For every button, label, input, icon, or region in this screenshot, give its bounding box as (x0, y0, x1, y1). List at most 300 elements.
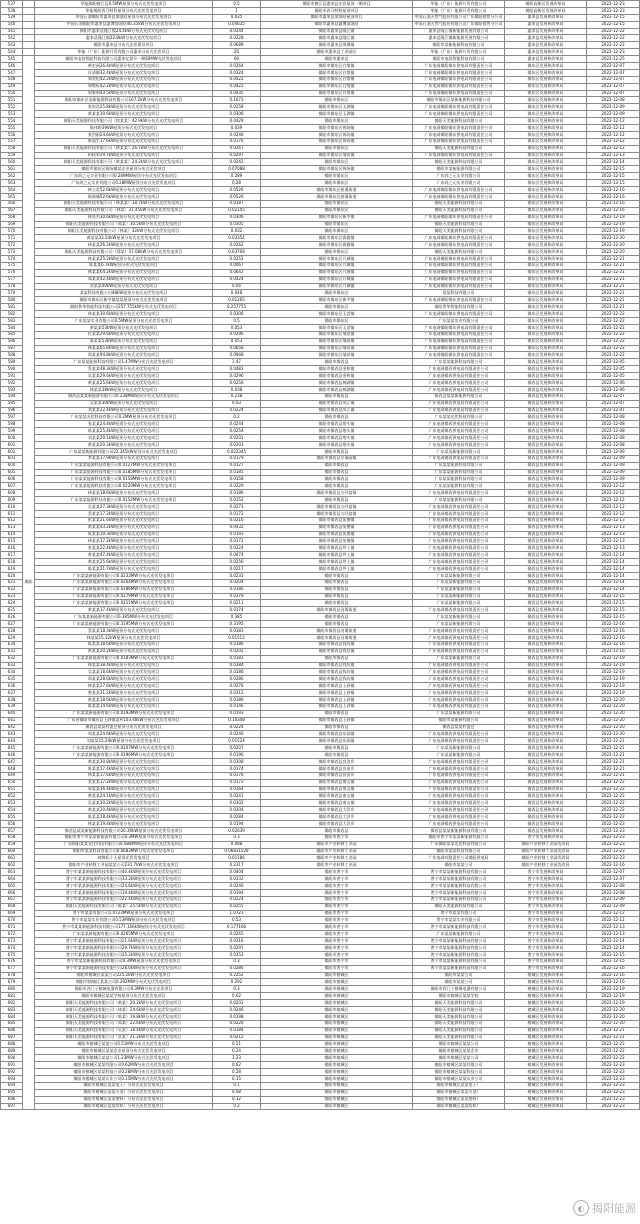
project-location: 揭阳市揭东区月城镇 (261, 262, 413, 269)
record-date: 2022-12-20 (587, 249, 640, 256)
row-number: 623 (1, 593, 23, 600)
project-location: 揭阳市揭东区 (261, 97, 413, 104)
project-name: 揭西县某某新能源有限公司0.238MW屋顶分布式光伏发电项目 (35, 393, 213, 400)
capacity: 0.04 (213, 283, 261, 290)
row-number: 657 (1, 827, 23, 834)
capacity: 0.0297 (213, 152, 261, 159)
capacity: 0.385 (213, 614, 261, 621)
row-number: 666 (1, 889, 23, 896)
owner-company: 揭阳市榕城区某某塑料厂 (413, 1096, 505, 1103)
capacity: 0.0217 (213, 566, 261, 573)
table-row (1, 14, 640, 21)
capacity: 0.0158 (213, 476, 261, 483)
project-location: 揭阳市榕城区 (261, 1007, 413, 1014)
capacity: 0.0265 (213, 931, 261, 938)
row-number: 697 (1, 1103, 23, 1110)
record-date: 2022-12-16 (587, 648, 640, 655)
project-location: 揭阳市揭西县灰寨镇 (261, 517, 413, 524)
owner-company: 揭阳天美能源科技有限公司 (413, 1013, 505, 1020)
row-number: 624 (1, 600, 23, 607)
capacity: 0.053 (213, 324, 261, 331)
row-number: 662 (1, 862, 23, 869)
table-row (1, 869, 640, 876)
record-date: 2022-12-05 (587, 366, 640, 373)
table-row (1, 1020, 640, 1027)
approving-agency: 榕城区发展和改革局 (505, 986, 587, 993)
project-name: 黄某某30.6kW屋顶分布式光伏发电项目 (35, 111, 213, 118)
project-name: 揭阳天美能源科技有限公司（陈某）19.8kW分布式光伏发电项目 (35, 1013, 213, 1020)
table-row (1, 1096, 640, 1103)
project-name: 揭阳市惠来县分布式光伏建设项目 (35, 42, 213, 49)
record-date: 2022-12-07 (587, 83, 640, 90)
table-row (1, 345, 640, 352)
capacity: 0.0273 (213, 504, 261, 511)
record-date: 2022-12-09 (587, 104, 640, 111)
record-date: 2022-12-21 (587, 1034, 640, 1041)
table-row (1, 421, 640, 428)
table-row (1, 552, 640, 559)
row-number: 694 (1, 1082, 23, 1089)
capacity: 0.0172 (213, 779, 261, 786)
project-location: 揭阳市揭东区玉滘镇 (261, 311, 413, 318)
approving-agency: 揭西县发展和改革局 (505, 786, 587, 793)
record-date: 2022-12-22 (587, 331, 640, 338)
record-date: 2022-12-22 (587, 311, 640, 318)
project-location: 揭阳市揭东区埔田镇 (261, 338, 413, 345)
row-number: 569 (1, 221, 23, 228)
table-row (1, 83, 640, 90)
row-number: 680 (1, 986, 23, 993)
record-date: 2022-12-16 (587, 972, 640, 979)
record-date: 2022-12-15 (587, 173, 640, 180)
record-date: 2022-12-15 (587, 607, 640, 614)
record-date: 2022-12-22 (587, 28, 640, 35)
record-date: 2022-12-22 (587, 352, 640, 359)
record-date: 2022-12-07 (587, 407, 640, 414)
table-row (1, 559, 640, 566)
project-name: 揭阳市榕城区某某公司225.2kW分布式光伏发电项目 (35, 972, 213, 979)
project-name: 陈某某25.4kW屋顶分布式光伏发电项目 (35, 428, 213, 435)
owner-company: 广东电网揭西供电局有限责任公司 (413, 648, 505, 655)
table-row (1, 545, 640, 552)
project-location: 揭阳市揭西县南山镇 (261, 793, 413, 800)
capacity: 0.088 (213, 841, 261, 848)
project-location: 揭阳市普宁市 (261, 896, 413, 903)
table-row (1, 738, 640, 745)
row-number: 620 (1, 572, 23, 579)
row-number: 546 (1, 63, 23, 70)
approving-agency: 揭西县发展和改革局 (505, 621, 587, 628)
table-row (1, 662, 640, 669)
project-name: 林某某30.6kW屋顶分布式光伏发电项目 (35, 311, 213, 318)
project-location: 揭阳市产业转移工业园 (261, 848, 413, 855)
owner-company: 广东电网揭阳揭东供电局有限责任公司 (413, 152, 505, 159)
record-date: 2022-12-15 (587, 21, 640, 28)
capacity: 0.0306 (213, 311, 261, 318)
owner-company: 广东某某能源科技有限公司 (413, 359, 505, 366)
table-row (1, 896, 640, 903)
table-row (1, 131, 640, 138)
record-date: 2022-12-20 (587, 696, 640, 703)
project-name: 广东某某新能源有限公司0.3195MW分布式光伏发电项目 (35, 621, 213, 628)
owner-company: 广东电网揭西供电局有限责任公司 (413, 386, 505, 393)
record-date: 2022-12-22 (587, 779, 640, 786)
record-date: 2022-12-20 (587, 710, 640, 717)
owner-company: 广东电网揭阳揭东供电局有限责任公司 (413, 297, 505, 304)
row-number: 598 (1, 421, 23, 428)
project-name: 蔡某某17.2kW屋顶分布式光伏发电项目 (35, 510, 213, 517)
owner-company: 广东电网揭阳揭东供电局有限责任公司 (413, 193, 505, 200)
approving-agency: 普宁市发展和改革局 (505, 883, 587, 890)
record-date: 2022-12-09 (587, 469, 640, 476)
capacity: 0.0176 (213, 138, 261, 145)
owner-company: 揭阳天美能源科技有限公司 (413, 249, 505, 256)
table-row (1, 703, 640, 710)
row-number: 615 (1, 538, 23, 545)
approving-agency: 揭西县发展和改革局 (505, 765, 587, 772)
project-name: 广东某某新能源有限公司0.0207MW分布式光伏发电项目 (35, 745, 213, 752)
project-location: 揭阳市榕江县惠来县光伏屋顶一期项目 (261, 1, 413, 8)
table-row (1, 442, 640, 449)
owner-company: 广东电网揭阳揭东供电局有限责任公司 (413, 283, 505, 290)
capacity: 0.0146 (213, 703, 261, 710)
record-date: 2022-12-23 (587, 1075, 640, 1082)
project-location: 揭阳市揭西县南山镇 (261, 779, 413, 786)
approving-agency: 揭西县发展和改革局 (505, 669, 587, 676)
capacity: 0.0224 (213, 896, 261, 903)
capacity: 0.0202 (213, 1000, 261, 1007)
owner-company: 广东电网揭西供电局有限责任公司 (413, 552, 505, 559)
record-date: 2022-12-14 (587, 938, 640, 945)
project-location: 揭阳市榕城区 (261, 986, 413, 993)
approving-agency: 揭西县发展和改革局 (505, 414, 587, 421)
table-row (1, 745, 640, 752)
row-number: 613 (1, 524, 23, 531)
wechat-like-circle-icon: ◐ (573, 1200, 589, 1216)
row-number: 625 (1, 607, 23, 614)
capacity: 0.0422 (213, 76, 261, 83)
table-row (1, 593, 640, 600)
table-row (1, 1048, 640, 1055)
project-location: 揭阳市普宁市 (261, 951, 413, 958)
row-number: 674 (1, 945, 23, 952)
capacity: 0.0203 (213, 442, 261, 449)
capacity: 0.292 (213, 979, 261, 986)
capacity: 0.0526 (213, 193, 261, 200)
record-date: 2022-12-16 (587, 634, 640, 641)
table-row (1, 903, 640, 910)
project-location: 揭阳市揭西县良田乡 (261, 758, 413, 765)
row-number: 601 (1, 442, 23, 449)
capacity: 0.0264 (213, 63, 261, 70)
project-location: 揭阳市榕城区 (261, 979, 413, 986)
owner-company: 广东某某新能源有限公司 (413, 621, 505, 628)
project-location: 揭阳市揭东区月城镇 (261, 255, 413, 262)
owner-company: 揭阳市某能源有限公司 (413, 717, 505, 724)
row-number: 576 (1, 269, 23, 276)
record-date: 2022-12-05 (587, 359, 640, 366)
project-location: 揭阳市惠来县葵潭镇 (261, 42, 413, 49)
region-cell-blank (23, 49, 35, 56)
record-date: 2022-12-23 (587, 841, 640, 848)
project-name: 广东尚之元实业有限公司0.28MW屋顶分布式光伏发电项目 (35, 180, 213, 187)
approving-agency: 揭东区发展和改革局 (505, 180, 587, 187)
project-name: 周某某24.6kW屋顶分布式光伏发电项目 (35, 731, 213, 738)
owner-company: 普宁市某某新能源科技有限公司 (413, 869, 505, 876)
owner-company: 揭阳市普宁市某某新能源有限公司 (413, 834, 505, 841)
table-row (1, 242, 640, 249)
capacity: 0.0432 (213, 524, 261, 531)
approving-agency: 揭西县发展和改革局 (505, 614, 587, 621)
owner-company: 华能（广东）能源开发有限公司 (413, 7, 505, 14)
table-row (1, 235, 640, 242)
record-date: 2022-12-13 (587, 524, 640, 531)
project-location: 揭阳市榕城区 (261, 993, 413, 1000)
owner-company: 广东电网揭西供电局有限责任公司 (413, 504, 505, 511)
table-row (1, 269, 640, 276)
project-location: 揭阳市揭西县 (261, 600, 413, 607)
owner-company: 某某科技有限公司 (413, 290, 505, 297)
approving-agency: 普宁市发展和改革局 (505, 876, 587, 883)
capacity: 0.0224 (213, 724, 261, 731)
project-location: 揭阳市揭东区新亨镇 (261, 297, 413, 304)
project-location: 揭阳市揭东区 (261, 304, 413, 311)
project-location: 揭阳市榕城区 (261, 1062, 413, 1069)
capacity: 0.0256 (213, 379, 261, 386)
owner-company: 广东电网揭西供电局有限责任公司 (413, 442, 505, 449)
capacity: 0.0689 (213, 42, 261, 49)
project-location: 揭阳市普宁市 (261, 869, 413, 876)
project-name: 张培浩25.8kW屋顶分布式光伏发电项目 (35, 104, 213, 111)
owner-company: 普宁市某某实业有限公司 (413, 917, 505, 924)
region-cell-blank (23, 14, 35, 21)
project-location: 揭阳市榕城区 (261, 1027, 413, 1034)
row-number: 677 (1, 965, 23, 972)
row-number: 611 (1, 510, 23, 517)
project-location: 揭阳市揭西县东园镇 (261, 731, 413, 738)
project-name: 黄某某43.2kW屋顶分布式光伏发电项目 (35, 524, 213, 531)
approving-agency: 揭西县发展和改革局 (505, 559, 587, 566)
owner-company: 广东电网揭西供电局有限责任公司 (413, 559, 505, 566)
record-date: 2022-12-23 (587, 1062, 640, 1069)
capacity: 0.0226 (213, 1020, 261, 1027)
table-row (1, 7, 640, 14)
record-date: 2022-12-20 (587, 1020, 640, 1027)
capacity: 0.0526 (213, 187, 261, 194)
project-location: 揭阳市揭东区 (261, 200, 413, 207)
table-row (1, 669, 640, 676)
owner-company: 广东电网揭西供电局有限责任公司 (413, 814, 505, 821)
approving-agency: 榕城区发展和改革局 (505, 1055, 587, 1062)
table-row (1, 331, 640, 338)
record-date: 2022-12-14 (587, 552, 640, 559)
owner-company: 广东电网揭西供电局有限责任公司 (413, 435, 505, 442)
record-date: 2022-12-22 (587, 807, 640, 814)
owner-company: 广东电网揭西供电局有限责任公司 (413, 786, 505, 793)
capacity: 0.0302 (213, 800, 261, 807)
approving-agency: 揭东区发展和改革局 (505, 159, 587, 166)
capacity: 0.02639 (213, 827, 261, 834)
capacity: 0.03354 (213, 235, 261, 242)
record-date: 2022-12-09 (587, 455, 640, 462)
project-name: 林某某15.12kW屋顶分布式光伏发电项目 (35, 634, 213, 641)
capacity: 0.0244 (213, 421, 261, 428)
project-location: 揭阳市普宁市 (261, 834, 413, 841)
approving-agency: 揭东区发展和改革局 (505, 317, 587, 324)
table-row (1, 793, 640, 800)
record-date: 2022-12-07 (587, 393, 640, 400)
owner-company: 广东电网揭阳揭东供电局有限责任公司 (413, 69, 505, 76)
approving-agency: 揭东区发展和改革局 (505, 200, 587, 207)
record-date: 2022-12-22 (587, 345, 640, 352)
capacity: 0.3 (213, 986, 261, 993)
capacity: 0.289 (213, 173, 261, 180)
capacity: 0.0244 (213, 28, 261, 35)
project-name: 广东某某新能源有限公司0.0211MW分布式光伏发电项目 (35, 600, 213, 607)
region-cell-blank (23, 1, 35, 8)
project-location: 揭阳市揭西县 (261, 655, 413, 662)
approving-agency: 揭东区发展和改革局 (505, 249, 587, 256)
project-name: 黄某某53kW屋顶分布式光伏发电项目 (35, 324, 213, 331)
project-name: 曾某某24.1kW屋顶分布式光伏发电项目 (35, 793, 213, 800)
owner-company: 揭阳市榕城区某某公司 (413, 1041, 505, 1048)
capacity: 0.0186 (213, 641, 261, 648)
project-location: 揭阳市揭西县河婆街道 (261, 607, 413, 614)
project-location: 揭阳市揭东区霖磐镇 (261, 242, 413, 249)
row-number: 696 (1, 1096, 23, 1103)
record-date: 2022-12-12 (587, 917, 640, 924)
approving-agency: 揭西县发展和改革局 (505, 545, 587, 552)
capacity: 0.048 (213, 290, 261, 297)
approving-agency: 揭东区发展和改革局 (505, 63, 587, 70)
approving-agency: 揭东区发展和改革局 (505, 311, 587, 318)
approving-agency: 揭西县发展和改革局 (505, 593, 587, 600)
project-location: 揭阳市普宁市 (261, 945, 413, 952)
capacity: 0.0312 (213, 690, 261, 697)
approving-agency: 榕城区发展和改革局 (505, 993, 587, 1000)
record-date: 2022-12-13 (587, 924, 640, 931)
record-date: 2022-12-20 (587, 235, 640, 242)
owner-company: 广东某某能源科技有限公司 (413, 497, 505, 504)
approving-agency: 揭西县发展和改革局 (505, 703, 587, 710)
record-date: 2022-12-15 (587, 951, 640, 958)
owner-company: 广东电网揭阳揭东供电局有限责任公司 (413, 352, 505, 359)
approving-agency: 揭西县发展和改革局 (505, 373, 587, 380)
approving-agency: 揭西县发展和改革局 (505, 820, 587, 827)
table-row (1, 152, 640, 159)
capacity: 0.0306 (213, 214, 261, 221)
project-name: 郑某某28.6kW屋顶分布式光伏发电项目 (35, 676, 213, 683)
table-row (1, 979, 640, 986)
record-date: 2022-12-21 (587, 283, 640, 290)
project-location: 揭阳市揭东区 (261, 159, 413, 166)
capacity: 0.035 (213, 14, 261, 21)
owner-company: 揭阳市榕城区某某公司 (413, 1055, 505, 1062)
record-date: 2022-12-08 (587, 889, 640, 896)
project-name: 揭阳市榕城区某某实业公司0.15MW分布式光伏发电项目 (35, 1075, 213, 1082)
table-row (1, 717, 640, 724)
project-location: 揭阳市揭东区 (261, 228, 413, 235)
project-name: 揭阳市榕城区某某五金厂分布式光伏发电项目 (35, 1089, 213, 1096)
approving-agency: 揭东区发展和改革局 (505, 297, 587, 304)
project-location: 揭阳市揭东区白塔镇 (261, 63, 413, 70)
capacity: 0.0216 (213, 517, 261, 524)
record-date: 2022-12-16 (587, 621, 640, 628)
record-date: 2022-12-08 (587, 883, 640, 890)
row-number: 614 (1, 531, 23, 538)
row-number: 538 (1, 7, 23, 14)
table-row (1, 855, 640, 862)
project-name: 揭阳市揭东区锡场镇某企业屋顶分布式光伏项目 (35, 166, 213, 173)
project-name: 广东某某能源科技有限公司0.0127MW分布式光伏发电项目 (35, 462, 213, 469)
table-row (1, 317, 640, 324)
owner-company: 广东某某新能源有限公司 (413, 745, 505, 752)
row-number: 585 (1, 331, 23, 338)
row-number: 553 (1, 111, 23, 118)
table-row (1, 1, 640, 8)
approving-agency: 揭西县发展和改革局 (505, 827, 587, 834)
approving-agency: 揭西县发展和改革局 (505, 648, 587, 655)
table-row (1, 517, 640, 524)
owner-company: 揭阳市榕城区某某实业公司 (413, 1075, 505, 1082)
project-location: 揭阳市产业转移工业园 (261, 841, 413, 848)
project-location: 揭阳市揭西县钱坑镇 (261, 648, 413, 655)
record-date: 2022-12-16 (587, 862, 640, 869)
row-number: 592 (1, 379, 23, 386)
approving-agency: 榕城区发展和改革局 (505, 1041, 587, 1048)
row-number: 543 (1, 42, 23, 49)
owner-company: 广东电网揭西供电局有限责任公司 (413, 524, 505, 531)
table-row (1, 1041, 640, 1048)
owner-company: 广东电网揭阳揭东供电局有限责任公司 (413, 269, 505, 276)
row-number: 572 (1, 242, 23, 249)
owner-company: 广东尚之元实业有限公司 (413, 180, 505, 187)
table-row (1, 56, 640, 63)
row-number: 568 (1, 214, 23, 221)
approving-agency: 榕城区发展和改革局 (505, 1075, 587, 1082)
project-name: 揭阳市产业转移工业园某某公司231.7kW分布式光伏发电项目 (35, 862, 213, 869)
watermark (573, 1200, 636, 1216)
record-date: 2022-12-20 (587, 717, 640, 724)
table-row (1, 145, 640, 152)
project-name: 黄某某30.8kW屋顶分布式光伏发电项目 (35, 758, 213, 765)
record-date: 2022-12-09 (587, 903, 640, 910)
record-date: 2022-12-19 (587, 986, 640, 993)
project-location: 揭阳市揭东区埔田镇 (261, 345, 413, 352)
row-number: 608 (1, 490, 23, 497)
owner-company: 广东某某新能源有限公司 (413, 586, 505, 593)
row-number: 685 (1, 1020, 23, 1027)
approving-agency: 榕城区发展和改革局 (505, 1034, 587, 1041)
table-row (1, 69, 640, 76)
record-date: 2022-12-20 (587, 242, 640, 249)
project-location: 揭阳市揭西县东园镇 (261, 738, 413, 745)
table-row (1, 97, 640, 104)
table-row (1, 696, 640, 703)
record-date: 2022-12-15 (587, 958, 640, 965)
capacity: 0.3 (213, 834, 261, 841)
owner-company: 普宁市某某新能源科技有限公司 (413, 951, 505, 958)
table-row (1, 407, 640, 414)
record-date: 2022-12-21 (587, 758, 640, 765)
project-location: 揭阳市揭东区玉湖镇 (261, 111, 413, 118)
project-location: 揭阳市榕城区 (261, 1055, 413, 1062)
project-name: 广东省揭阳市揭西县上砂镇某村103.48kW分布式光伏发电项目 (35, 717, 213, 724)
capacity: 0.0246 (213, 1007, 261, 1014)
record-date: 2022-12-08 (587, 414, 640, 421)
approving-agency: 揭东区发展和改革局 (505, 138, 587, 145)
approving-agency: 榕城区发展和改革局 (505, 1103, 587, 1110)
